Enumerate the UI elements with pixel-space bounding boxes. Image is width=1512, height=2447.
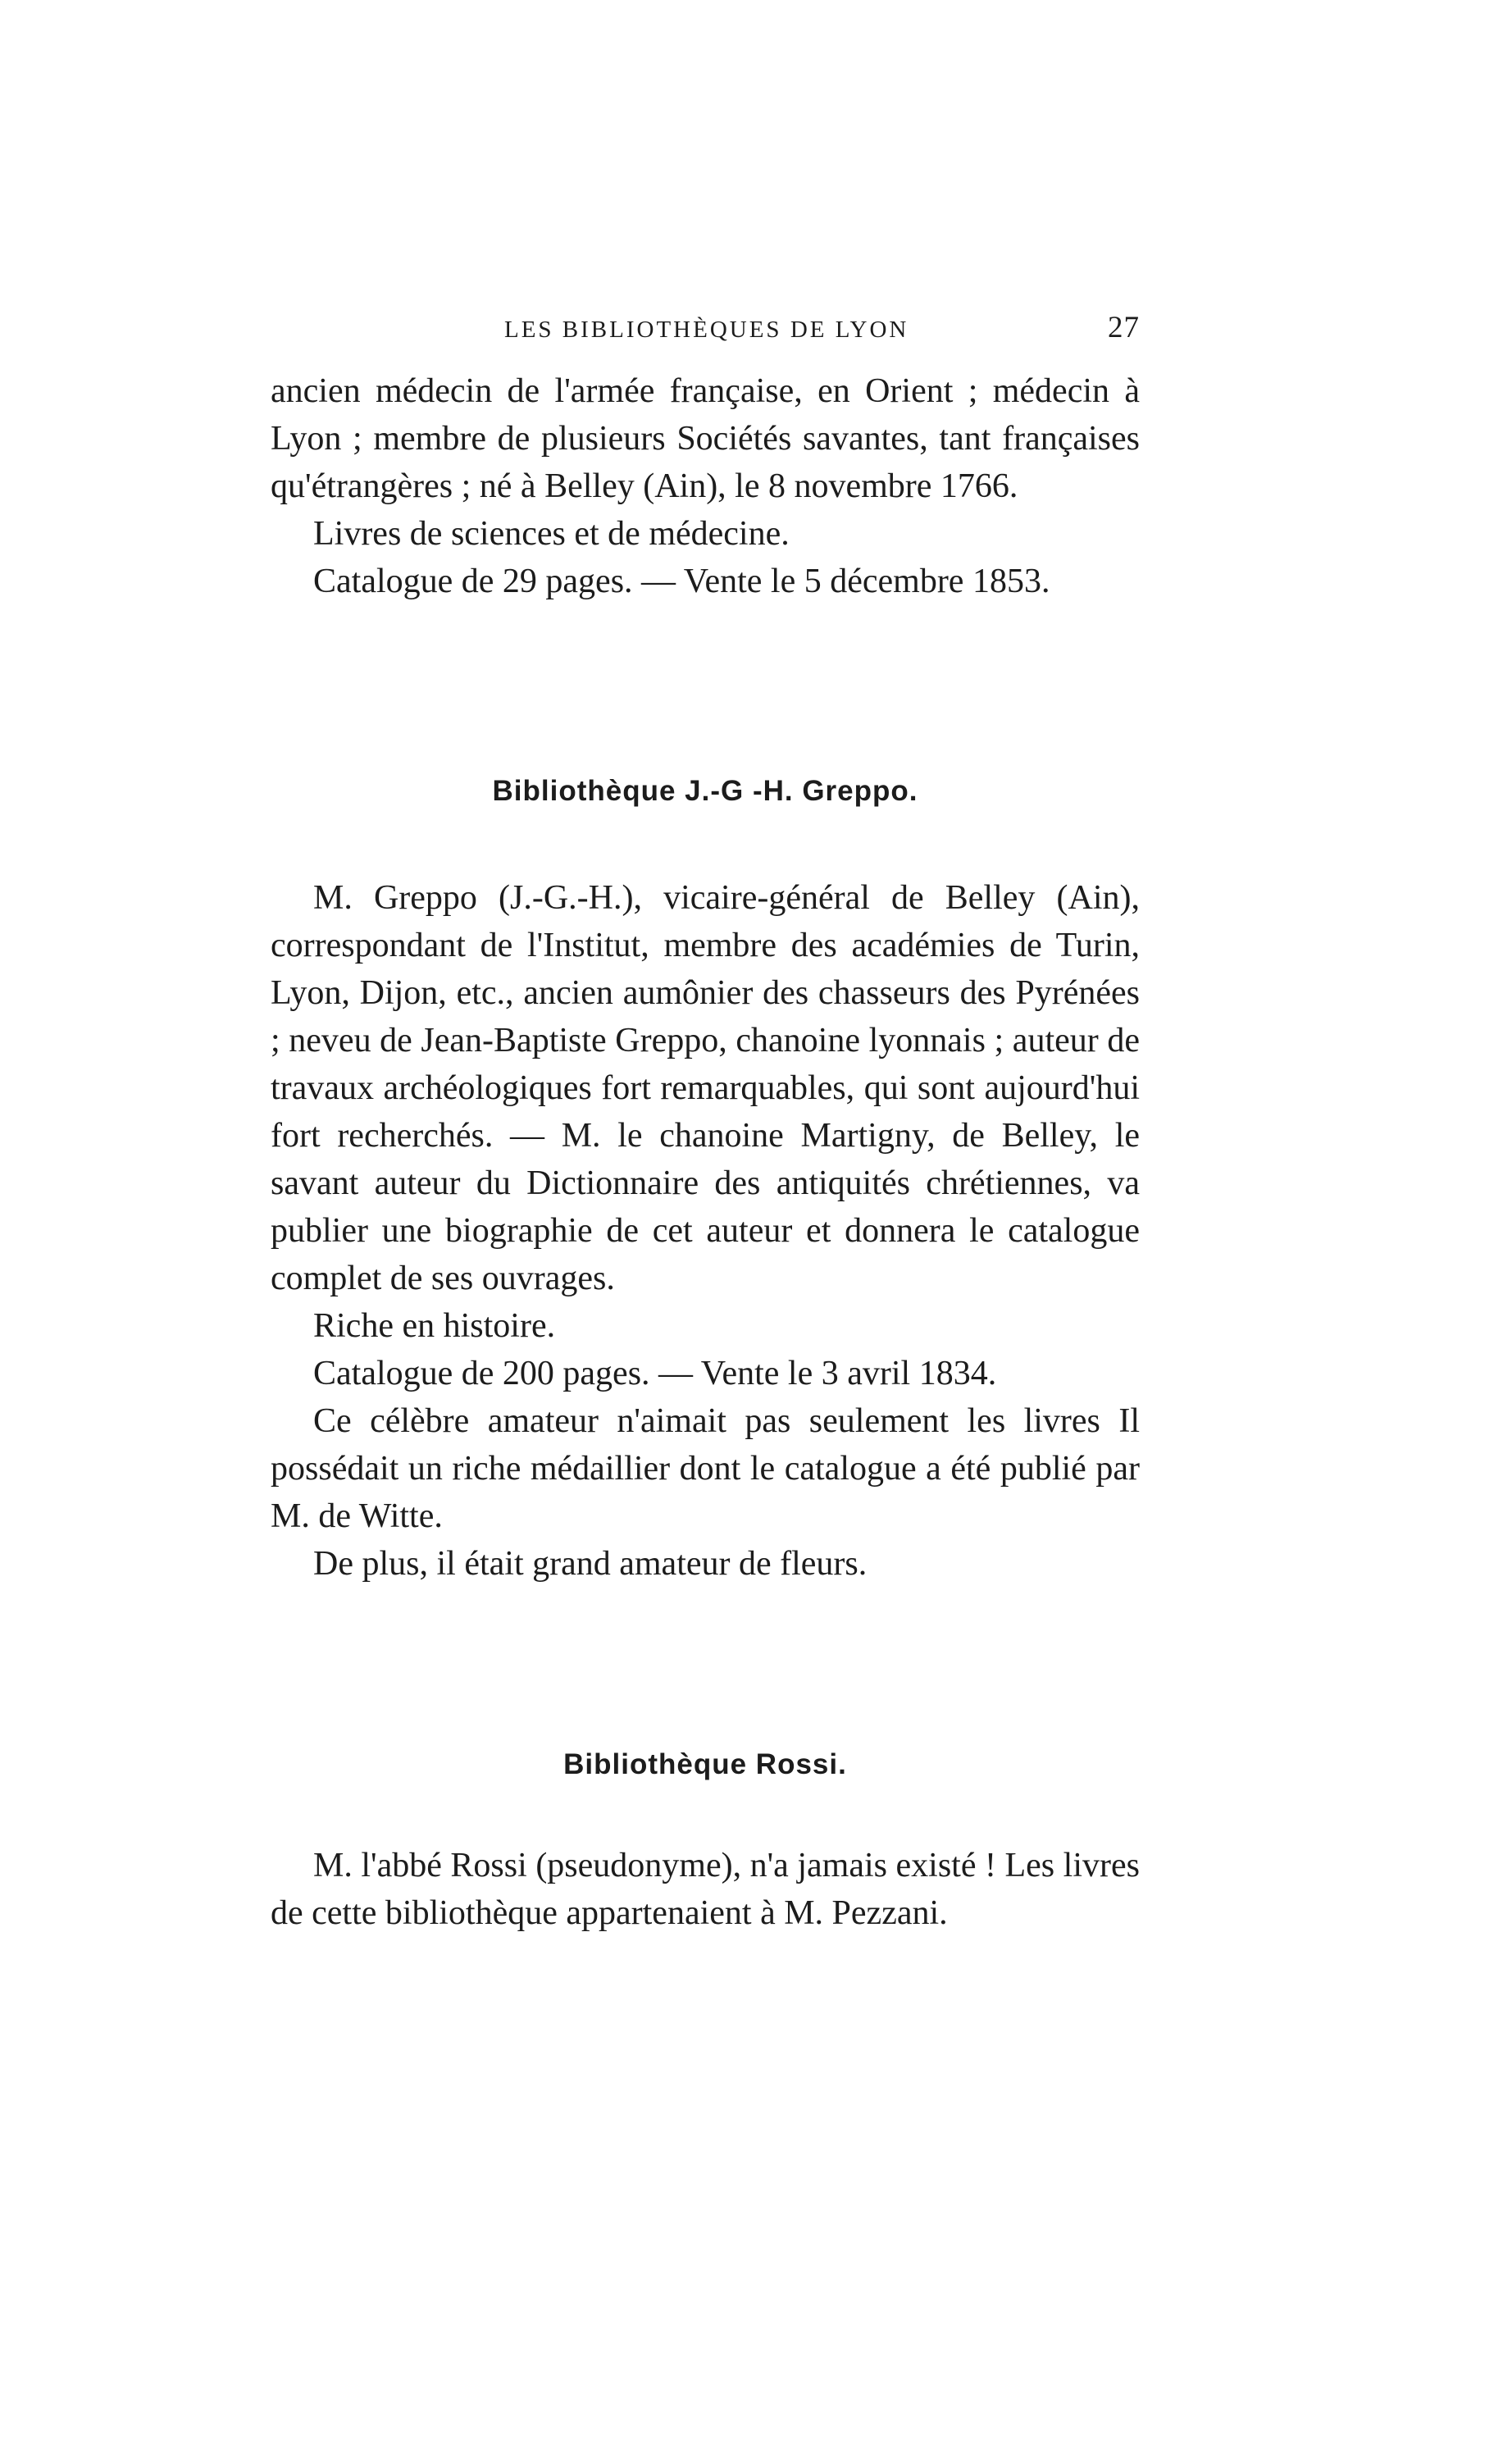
page-number: 27	[1108, 311, 1140, 344]
continued-entry	[271, 367, 1140, 605]
paragraph: Riche en histoire.	[313, 1307, 556, 1345]
running-header	[271, 310, 1140, 351]
paragraph: Catalogue de 200 pages. — Vente le 3 avril 1834.	[313, 1355, 997, 1392]
paragraph: Ce célèbre amateur n'aimait pas seulement les livres Il possédait un riche médaillier dont le catalogue a été publié par M. de Witte.	[271, 1402, 1140, 1535]
rossi-entry	[271, 1842, 1140, 1937]
paragraph: De plus, il était grand amateur de fleurs.	[313, 1545, 868, 1583]
section-heading-greppo: Bibliothèque J.-G -H. Greppo.	[492, 775, 918, 807]
paragraph: ancien médecin de l'armée française, en Orient ; médecin à Lyon ; membre de plusieurs Sociétés savantes, tant françaises qu'étrangères ; né à Belley (Ain), le 8 novembre 1766.	[271, 372, 1140, 505]
paragraph: Catalogue de 29 pages. — Vente le 5 décembre 1853.	[313, 563, 1050, 600]
greppo-entry	[271, 874, 1140, 1588]
running-title: LES BIBLIOTHÈQUES DE LYON	[504, 317, 909, 343]
section-heading-rossi: Bibliothèque Rossi.	[563, 1748, 847, 1780]
paragraph: M. Greppo (J.-G.-H.), vicaire-général de Belley (Ain), correspondant de l'Institut, membre des académies de Turin, Lyon, Dijon, etc., ancien aumônier des chasseurs des Pyrénées ; neveu de Jean-Baptiste Greppo, chanoine lyonnais ; auteur de travaux archéologiques fort remarquables, qui sont aujourd'hui fort recherchés. — M. le chanoine Martigny, de Belley, le savant auteur du Dictionnaire des antiquités chrétiennes, va publier une biographie de cet auteur et donnera le catalogue complet de ses ouvrages.	[271, 879, 1140, 1297]
paragraph: Livres de sciences et de médecine.	[313, 515, 790, 553]
paragraph: M. l'abbé Rossi (pseudonyme), n'a jamais existé ! Les livres de cette bibliothèque appartenaient à M. Pezzani.	[271, 1847, 1140, 1932]
